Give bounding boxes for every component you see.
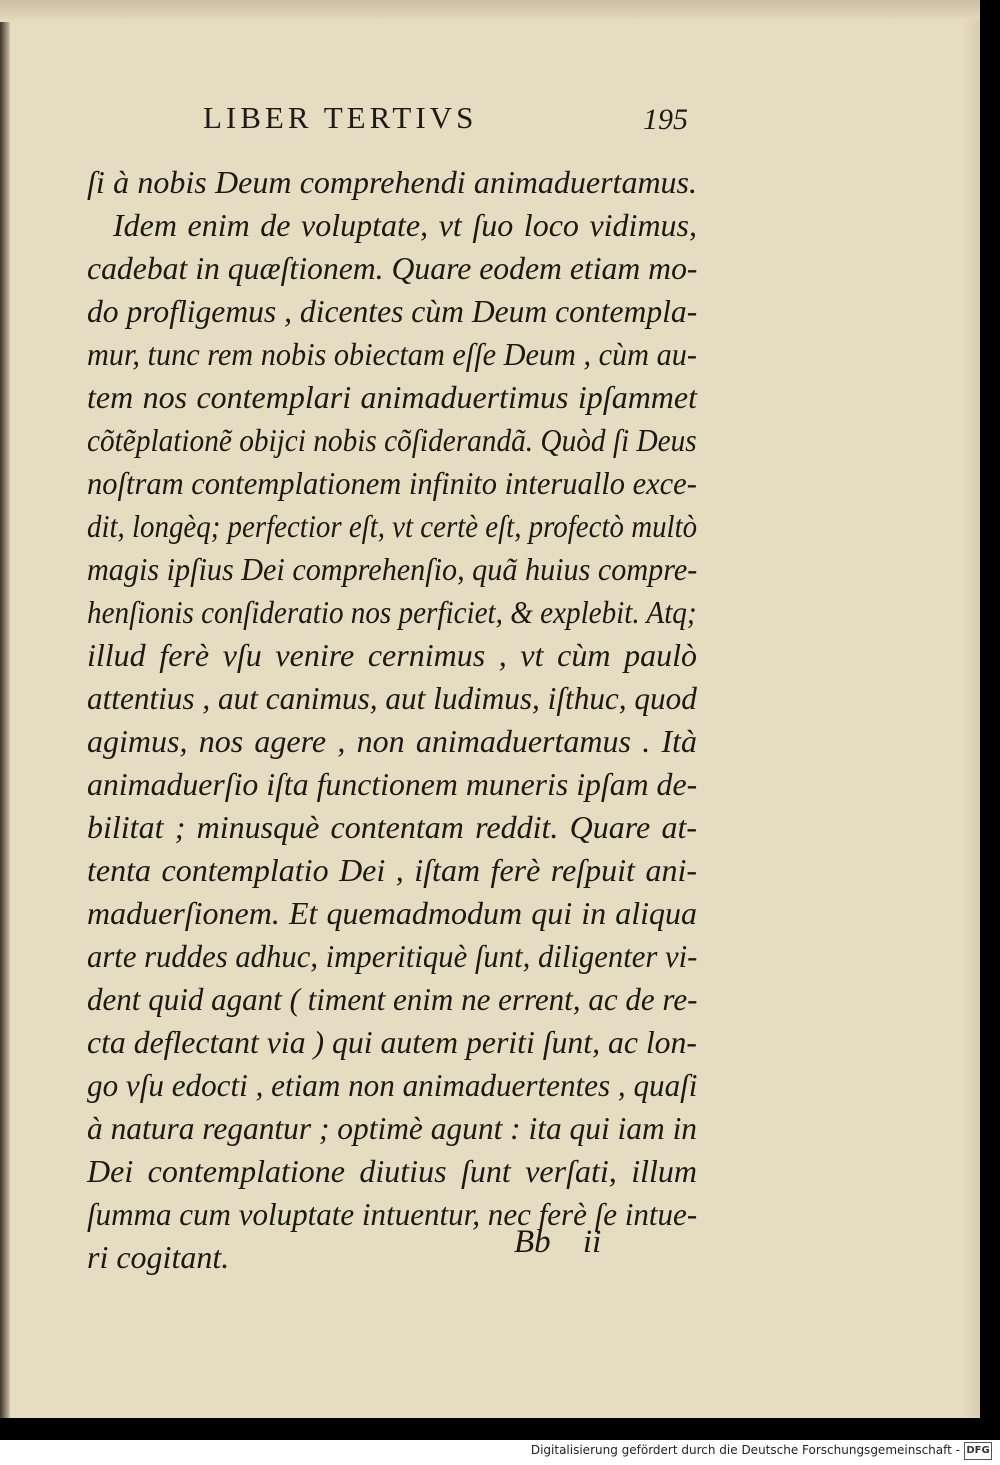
running-head: LIBER TERTIVS: [203, 100, 478, 135]
text-line: cadebat in quæſtionem. Quare eodem etiam mo-: [87, 250, 698, 286]
text-line: do profligemus , dicentes cùm Deum contempla-: [87, 293, 698, 329]
text-line: Dei contemplatione diutius ſunt verſati, illum: [87, 1153, 697, 1189]
text-line: henſionis conſideratio nos perficiet, & explebit. Atq;: [87, 594, 697, 630]
signature-mark: Bb ii: [514, 1224, 602, 1260]
text-line: cõtẽplationẽ obijci nobis cõſiderandã. Quòd ſi Deus: [87, 422, 697, 458]
text-line: agimus, nos agere , non animaduertamus . Ità: [87, 723, 697, 759]
text-line: illud ferè vſu venire cernimus , vt cùm paulò: [87, 637, 697, 673]
text-line: tenta contemplatio Dei , iſtam ferè reſpuit ani-: [87, 852, 697, 888]
text-line: à natura regantur ; optimè agunt : ita qui iam in: [87, 1110, 698, 1146]
text-line: attentius , aut canimus, aut ludimus, iſthuc, quod: [87, 680, 697, 716]
text-line: dit, longèq; perfectior eſt, vt certè eſt, profectò multò: [87, 508, 698, 544]
digitization-credit-text: Digitalisierung gefördert durch die Deutsche Forschungsgemeinschaft -: [530, 1443, 960, 1457]
page-top-shadow: [0, 0, 980, 22]
text-line: ſumma cum voluptate intuentur, nec ferè ſe intue-: [87, 1196, 698, 1232]
text-line: dent quid agant ( timent enim ne errent, ac de re-: [87, 981, 698, 1017]
text-line: maduerſionem. Et quemadmodum qui in aliqua: [87, 895, 697, 931]
text-line: ſi à nobis Deum comprehendi animaduertamus.: [87, 164, 697, 200]
text-line: go vſu edocti , etiam non animaduertentes , quaſi: [87, 1067, 698, 1103]
text-line: bilitat ; minusquè contentam reddit. Quare at-: [87, 809, 697, 845]
text-line: noſtram contemplationem infinito interuallo exce-: [87, 465, 697, 501]
text-line: magis ipſius Dei comprehenſio, quã huius compre-: [87, 551, 698, 587]
text-line: animaduerſio iſta functionem muneris ipſam de-: [87, 766, 698, 802]
page-number: 195: [643, 103, 688, 136]
text-line: mur, tunc rem nobis obiectam eſſe Deum , cùm au-: [87, 336, 697, 372]
text-line: arte ruddes adhuc, imperitiquè ſunt, diligenter vi-: [87, 938, 698, 974]
text-line: Idem enim de voluptate, vt ſuo loco vidimus,: [113, 207, 697, 243]
digitization-credit-bar: [0, 1440, 1000, 1465]
page-fore-edge: [962, 18, 980, 1418]
text-line: cta deflectant via ) qui autem periti ſunt, ac lon-: [87, 1024, 697, 1060]
text-line: tem nos contemplari animaduertimus ipſammet: [87, 379, 697, 415]
page-gutter-shadow: [0, 0, 10, 1418]
dfg-logo-icon: DFG: [964, 1442, 992, 1460]
text-line: ri cogitant.: [87, 1239, 230, 1275]
